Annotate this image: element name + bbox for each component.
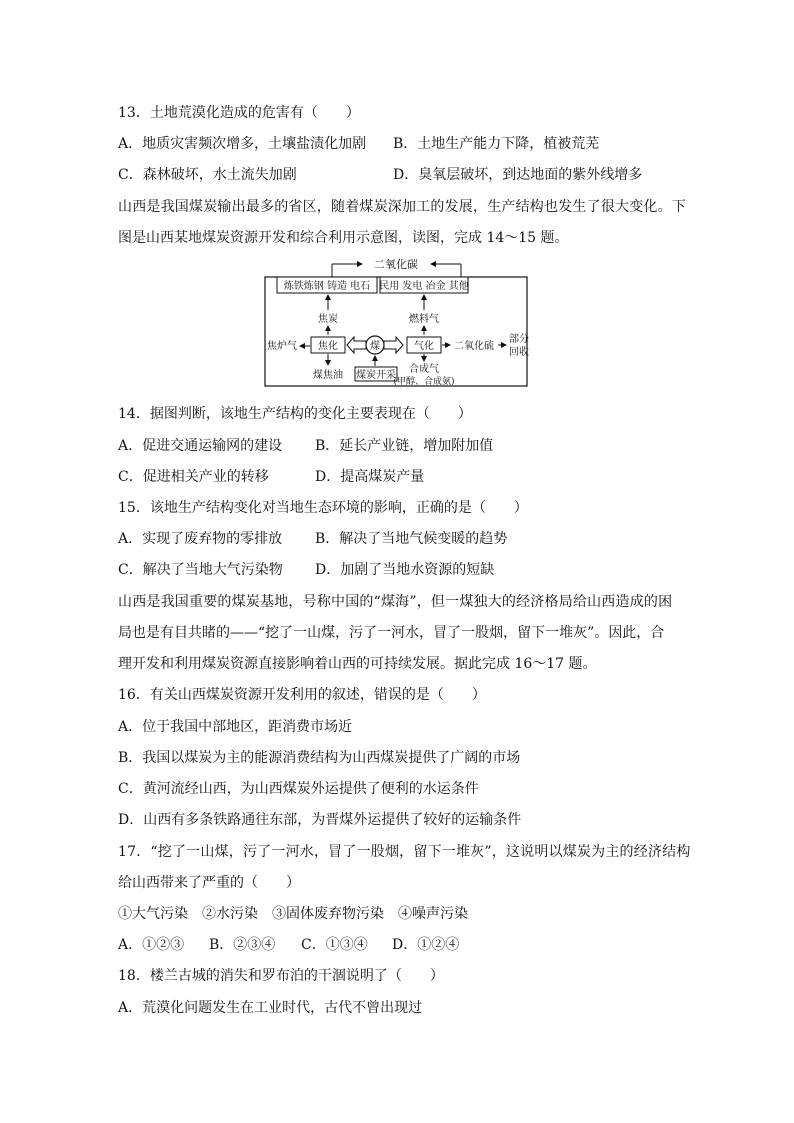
q17-option-d: D．①②④	[392, 937, 460, 953]
q17-stem-line1: 17．“挖了一山煤，污了一河水，冒了一股烟，留下一堆灰”，这说明以煤炭为主的经济结构	[118, 844, 691, 860]
q15-option-a: A．实现了废弃物的零排放	[118, 531, 283, 547]
passage2-line1: 山西是我国重要的煤炭基地，号称中国的“煤海”，但一煤独大的经济格局给山西造成的困	[118, 594, 673, 610]
q13-option-c: C．森林破坏，水土流失加剧	[118, 167, 297, 183]
q18-stem: 18．楼兰古城的消失和罗布泊的干涸说明了（ ）	[118, 968, 444, 984]
passage2-line2: 局也是有目共睹的——“挖了一山煤，污了一河水，冒了一股烟，留下一堆灰”。因此，合	[118, 625, 665, 641]
q14-option-b: B．延长产业链，增加附加值	[315, 438, 494, 454]
q17-option-b: B．②③④	[209, 937, 276, 953]
coal-label: 煤	[370, 341, 380, 352]
coal-tar-label: 煤焦油	[313, 370, 343, 381]
mining-label: 煤炭开采	[356, 370, 396, 381]
q16-option-b: B．我国以煤炭为主的能源消费结构为山西煤炭提供了广阔的市场	[118, 750, 521, 766]
passage1-line1: 山西是我国煤炭输出最多的省区，随着煤炭深加工的发展，生产结构也发生了很大变化。下	[118, 199, 686, 215]
q15-option-d: D．加剧了当地水资源的短缺	[315, 562, 495, 578]
gasification-label: 气化	[414, 341, 434, 352]
q16-option-a: A．位于我国中部地区，距消费市场近	[118, 719, 353, 735]
coke-oven-gas-label: 焦炉气	[267, 341, 297, 352]
q15-option-c: C．解决了当地大气污染物	[118, 562, 283, 578]
q18-option-a: A．荒漠化问题发生在工业时代，古代不曾出现过	[118, 1000, 423, 1016]
syngas-note: (甲醇、合成氨)	[393, 377, 455, 387]
q14-option-a: A．促进交通运输网的建设	[118, 438, 283, 454]
q14-option-d: D．提高煤炭产量	[315, 469, 425, 485]
q13-option-a: A．地质灾害频次增多，土壤盐渍化加剧	[118, 136, 367, 152]
q15-stem: 15．该地生产结构变化对当地生态环境的影响，正确的是（ ）	[118, 500, 528, 516]
passage1-line2: 图是山西某地煤炭资源开发和综合利用示意图，读图，完成 14～15 题。	[118, 230, 569, 246]
industry-label-right: 民用 发电 冶金 其他	[379, 281, 469, 292]
q16-option-d: D．山西有多条铁路通往东部，为晋煤外运提供了较好的运输条件	[118, 812, 522, 828]
coal-utilization-diagram	[262, 255, 530, 390]
so2-label: 二氧化硫	[454, 341, 494, 352]
q17-stem-line2: 给山西带来了严重的（ ）	[118, 875, 300, 891]
q16-stem: 16．有关山西煤炭资源开发利用的叙述，错误的是（ ）	[118, 687, 486, 703]
q14-stem: 14．据图判断，该地生产结构的变化主要表现在（ ）	[118, 406, 472, 422]
coke-label: 焦炭	[318, 314, 338, 325]
industry-label-left: 炼铁炼钢 铸造 电石	[283, 281, 371, 292]
q13-stem: 13．土地荒漠化造成的危害有（ ）	[118, 105, 360, 121]
q14-option-c: C．促进相关产业的转移	[118, 469, 269, 485]
co2-label: 二氧化碳	[374, 258, 418, 271]
q15-option-b: B．解决了当地气候变暖的趋势	[315, 531, 508, 547]
fuel-gas-label: 燃料气	[409, 314, 439, 325]
q17-items: ①大气污染 ②水污染 ③固体废弃物污染 ④噪声污染	[118, 906, 468, 922]
q17-option-a: A．①②③	[118, 937, 185, 953]
passage2-line3: 理开发和利用煤炭资源直接影响着山西的可持续发展。据此完成 16～17 题。	[118, 656, 597, 672]
q13-option-b: B．土地生产能力下降，植被荒芜	[393, 136, 600, 152]
recycle-label-2: 回收	[509, 347, 529, 358]
q13-option-d: D．臭氧层破坏，到达地面的紫外线增多	[393, 167, 643, 183]
coking-label: 焦化	[318, 341, 338, 352]
q17-option-c: C．①③④	[301, 937, 368, 953]
q16-option-c: C．黄河流经山西，为山西煤炭外运提供了便利的水运条件	[118, 781, 479, 797]
recycle-label-1: 部分	[509, 334, 529, 345]
syngas-label: 合成气	[409, 364, 439, 375]
